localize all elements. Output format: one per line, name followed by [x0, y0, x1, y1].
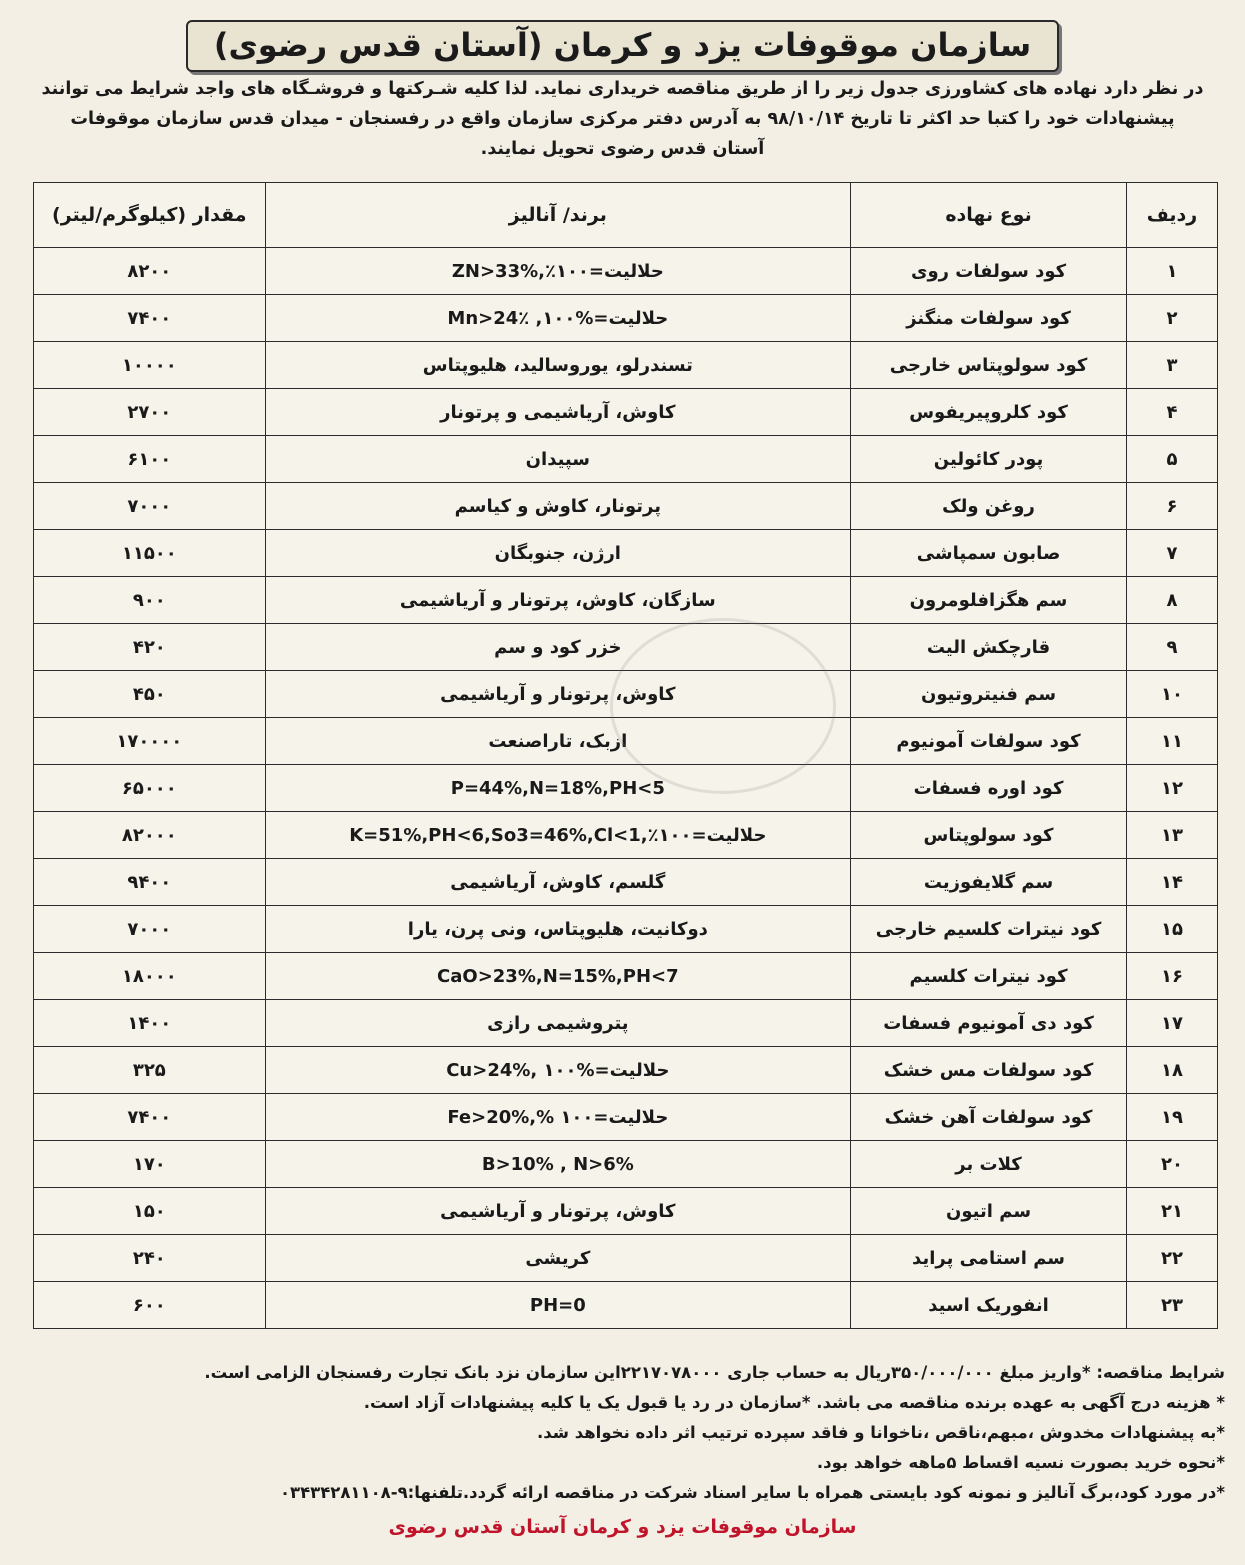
row-type: سم گلایفوزیت [851, 859, 1127, 906]
intro-line: آستان قدس رضوی تحویل نمایند. [480, 139, 765, 159]
row-brand: تسندرلو، یوروسالید، هلیوپتاس [265, 342, 850, 389]
table-header-row [34, 183, 1218, 248]
row-brand: ارژن، جنوبگان [265, 530, 850, 577]
row-type: کود نیترات کلسیم خارجی [851, 906, 1127, 953]
row-brand: P=44%,N=18%,PH<5 [265, 765, 850, 812]
row-type: کود سولفات منگنز [851, 295, 1127, 342]
row-type: صابون سمپاشی [851, 530, 1127, 577]
row-type: سم هگزافلومرون [851, 577, 1127, 624]
tender-notice [20, 18, 1225, 1553]
table-row [34, 953, 1218, 1000]
row-index: ۱۵ [1127, 906, 1218, 953]
row-type: قارچکش الیت [851, 624, 1127, 671]
condition-line: *در مورد کود،برگ آنالیز و نمونه کود بایستی همراه با سایر اسناد شرکت در مناقصه ارائه گردد.تلفنها:۹-۰۳۴۳۴۲۸۱۱۰۸ [279, 1483, 1225, 1502]
header-index: ردیف [1127, 183, 1218, 248]
row-type: روغن ولک [851, 483, 1127, 530]
row-type: کود سولوپتاس خارجی [851, 342, 1127, 389]
row-brand: حلالیت=۱۰۰٪,K=51%,PH<6,So3=46%,Cl<1 [265, 812, 850, 859]
table-row [34, 483, 1218, 530]
row-brand: کریشی [265, 1235, 850, 1282]
row-type: کود سولوپتاس [851, 812, 1127, 859]
page-title: سازمان موقوفات یزد و کرمان (آستان قدس رضوی) [186, 20, 1059, 72]
row-index: ۱۳ [1127, 812, 1218, 859]
row-index: ۶ [1127, 483, 1218, 530]
row-qty: ۷۴۰۰ [34, 1094, 266, 1141]
row-qty: ۶۵۰۰۰ [34, 765, 266, 812]
row-index: ۱۶ [1127, 953, 1218, 1000]
row-type: کود کلروپیریفوس [851, 389, 1127, 436]
row-qty: ۸۲۰۰۰ [34, 812, 266, 859]
row-type: کود دی آمونیوم فسفات [851, 1000, 1127, 1047]
row-qty: ۱۵۰ [34, 1188, 266, 1235]
condition-line: *به پیشنهادات مخدوش ،مبهم،ناقص ،ناخوانا و فاقد سپرده ترتیب اثر داده نخواهد شد. [536, 1423, 1225, 1442]
row-index: ۳ [1127, 342, 1218, 389]
row-type: سم اتیون [851, 1188, 1127, 1235]
row-brand: کاوش، آریاشیمی و پرتونار [265, 389, 850, 436]
table-row [34, 342, 1218, 389]
row-qty: ۸۲۰۰ [34, 248, 266, 295]
table-body [34, 248, 1218, 1329]
row-brand: گلسم، کاوش، آریاشیمی [265, 859, 850, 906]
row-brand: حلالیت=۱۰۰٪,%ZN>33 [265, 248, 850, 295]
row-type: پودر کائولین [851, 436, 1127, 483]
header-brand: برند/ آنالیز [265, 183, 850, 248]
row-qty: ۳۲۵ [34, 1047, 266, 1094]
table-row [34, 1000, 1218, 1047]
row-qty: ۲۴۰ [34, 1235, 266, 1282]
row-brand: پرتونار، کاوش و کیاسم [265, 483, 850, 530]
row-index: ۸ [1127, 577, 1218, 624]
row-brand: CaO>23%,N=15%,PH<7 [265, 953, 850, 1000]
row-brand: حلالیت=۱۰۰ %,Fe>20% [265, 1094, 850, 1141]
table-row [34, 248, 1218, 295]
row-index: ۱۸ [1127, 1047, 1218, 1094]
table-row [34, 1094, 1218, 1141]
row-type: انفوریک اسید [851, 1282, 1127, 1329]
header-qty: مقدار (کیلوگرم/لیتر) [34, 183, 266, 248]
intro-line: در نظر دارد نهاده های کشاورزی جدول زیر را از طریق مناقصه خریداری نماید. لذا کلیه شـرکتها و فروشـگاه های واجد شرایط می توانند [41, 79, 1204, 99]
table-row [34, 577, 1218, 624]
row-qty: ۶۱۰۰ [34, 436, 266, 483]
footer-org-name: سازمان موقوفات یزد و کرمان آستان قدس رضوی [388, 1516, 857, 1538]
table-row [34, 530, 1218, 577]
row-type: کود سولفات مس خشک [851, 1047, 1127, 1094]
row-type: کلات بر [851, 1141, 1127, 1188]
row-type: سم فنیتروتیون [851, 671, 1127, 718]
row-qty: ۹۰۰ [34, 577, 266, 624]
row-qty: ۴۵۰ [34, 671, 266, 718]
row-brand: دوکانیت، هلیوپتاس، ونی پرن، یارا [265, 906, 850, 953]
table-row [34, 295, 1218, 342]
table-row [34, 812, 1218, 859]
row-index: ۲۰ [1127, 1141, 1218, 1188]
row-type: کود سولفات روی [851, 248, 1127, 295]
row-type: سم استامی پراید [851, 1235, 1127, 1282]
row-brand: سازگان، کاوش، پرتونار و آریاشیمی [265, 577, 850, 624]
row-type: کود سولفات آمونیوم [851, 718, 1127, 765]
row-index: ۱۷ [1127, 1000, 1218, 1047]
table-row [34, 1141, 1218, 1188]
row-index: ۱۹ [1127, 1094, 1218, 1141]
row-brand: PH=0 [265, 1282, 850, 1329]
row-brand: حلالیت=%۱۰۰, ٪Mn>24 [265, 295, 850, 342]
title-area [20, 18, 1225, 74]
row-brand: ازبک، تاراصنعت [265, 718, 850, 765]
conditions-block [20, 1358, 1225, 1508]
row-qty: ۷۴۰۰ [34, 295, 266, 342]
table-row [34, 1235, 1218, 1282]
row-brand: کاوش، پرتونار و آریاشیمی [265, 1188, 850, 1235]
row-brand: پتروشیمی رازی [265, 1000, 850, 1047]
row-index: ۲ [1127, 295, 1218, 342]
row-brand: B>10% , N>6% [265, 1141, 850, 1188]
row-type: کود سولفات آهن خشک [851, 1094, 1127, 1141]
condition-line: *نحوه خرید بصورت نسیه اقساط ۵ماهه خواهد بود. [816, 1453, 1225, 1472]
table-row [34, 1282, 1218, 1329]
row-index: ۲۳ [1127, 1282, 1218, 1329]
row-qty: ۱۷۰۰۰۰ [34, 718, 266, 765]
row-index: ۷ [1127, 530, 1218, 577]
table-row [34, 671, 1218, 718]
row-index: ۹ [1127, 624, 1218, 671]
row-index: ۱۱ [1127, 718, 1218, 765]
row-qty: ۹۴۰۰ [34, 859, 266, 906]
condition-line: * هزینه درج آگهی به عهده برنده مناقصه می باشد. *سازمان در رد یا قبول یک یا کلیه پیشنهادات آزاد است. [363, 1393, 1225, 1412]
row-qty: ۱۷۰ [34, 1141, 266, 1188]
header-type: نوع نهاده [851, 183, 1127, 248]
row-brand: حلالیت=%۱۰۰ ,Cu>24% [265, 1047, 850, 1094]
items-table [33, 182, 1218, 1329]
row-index: ۱۰ [1127, 671, 1218, 718]
table-row [34, 1047, 1218, 1094]
row-qty: ۷۰۰۰ [34, 483, 266, 530]
intro-paragraph [20, 74, 1225, 174]
condition-line: شرایط مناقصه: *واریز مبلغ ۳۵۰/۰۰۰/۰۰۰ریال به حساب جاری ۲۲۱۷۰۷۸۰۰۰این سازمان نزد بانک تجارت رفسنجان الزامی است. [204, 1363, 1225, 1382]
table-row [34, 624, 1218, 671]
row-qty: ۲۷۰۰ [34, 389, 266, 436]
row-brand: خزر کود و سم [265, 624, 850, 671]
row-type: کود نیترات کلسیم [851, 953, 1127, 1000]
row-qty: ۱۴۰۰ [34, 1000, 266, 1047]
row-brand: سپیدان [265, 436, 850, 483]
table-row [34, 389, 1218, 436]
row-type: کود اوره فسفات [851, 765, 1127, 812]
row-index: ۴ [1127, 389, 1218, 436]
table-row [34, 906, 1218, 953]
row-qty: ۶۰۰ [34, 1282, 266, 1329]
row-qty: ۷۰۰۰ [34, 906, 266, 953]
row-index: ۱ [1127, 248, 1218, 295]
row-qty: ۱۰۰۰۰ [34, 342, 266, 389]
table-row [34, 1188, 1218, 1235]
table-row [34, 765, 1218, 812]
table-row [34, 436, 1218, 483]
table-row [34, 859, 1218, 906]
row-index: ۱۲ [1127, 765, 1218, 812]
row-brand: کاوش، پرتونار و آریاشیمی [265, 671, 850, 718]
row-index: ۲۲ [1127, 1235, 1218, 1282]
row-index: ۱۴ [1127, 859, 1218, 906]
intro-line: پیشنهادات خود را کتبا حد اکثر تا تاریخ ۹۸/۱۰/۱۴ به آدرس دفتر مرکزی سازمان واقع در رفسنجان - میدان قدس سازمان موقوفات [70, 109, 1175, 129]
row-qty: ۱۸۰۰۰ [34, 953, 266, 1000]
row-index: ۵ [1127, 436, 1218, 483]
row-index: ۲۱ [1127, 1188, 1218, 1235]
table-row [34, 718, 1218, 765]
row-qty: ۱۱۵۰۰ [34, 530, 266, 577]
row-qty: ۴۲۰ [34, 624, 266, 671]
